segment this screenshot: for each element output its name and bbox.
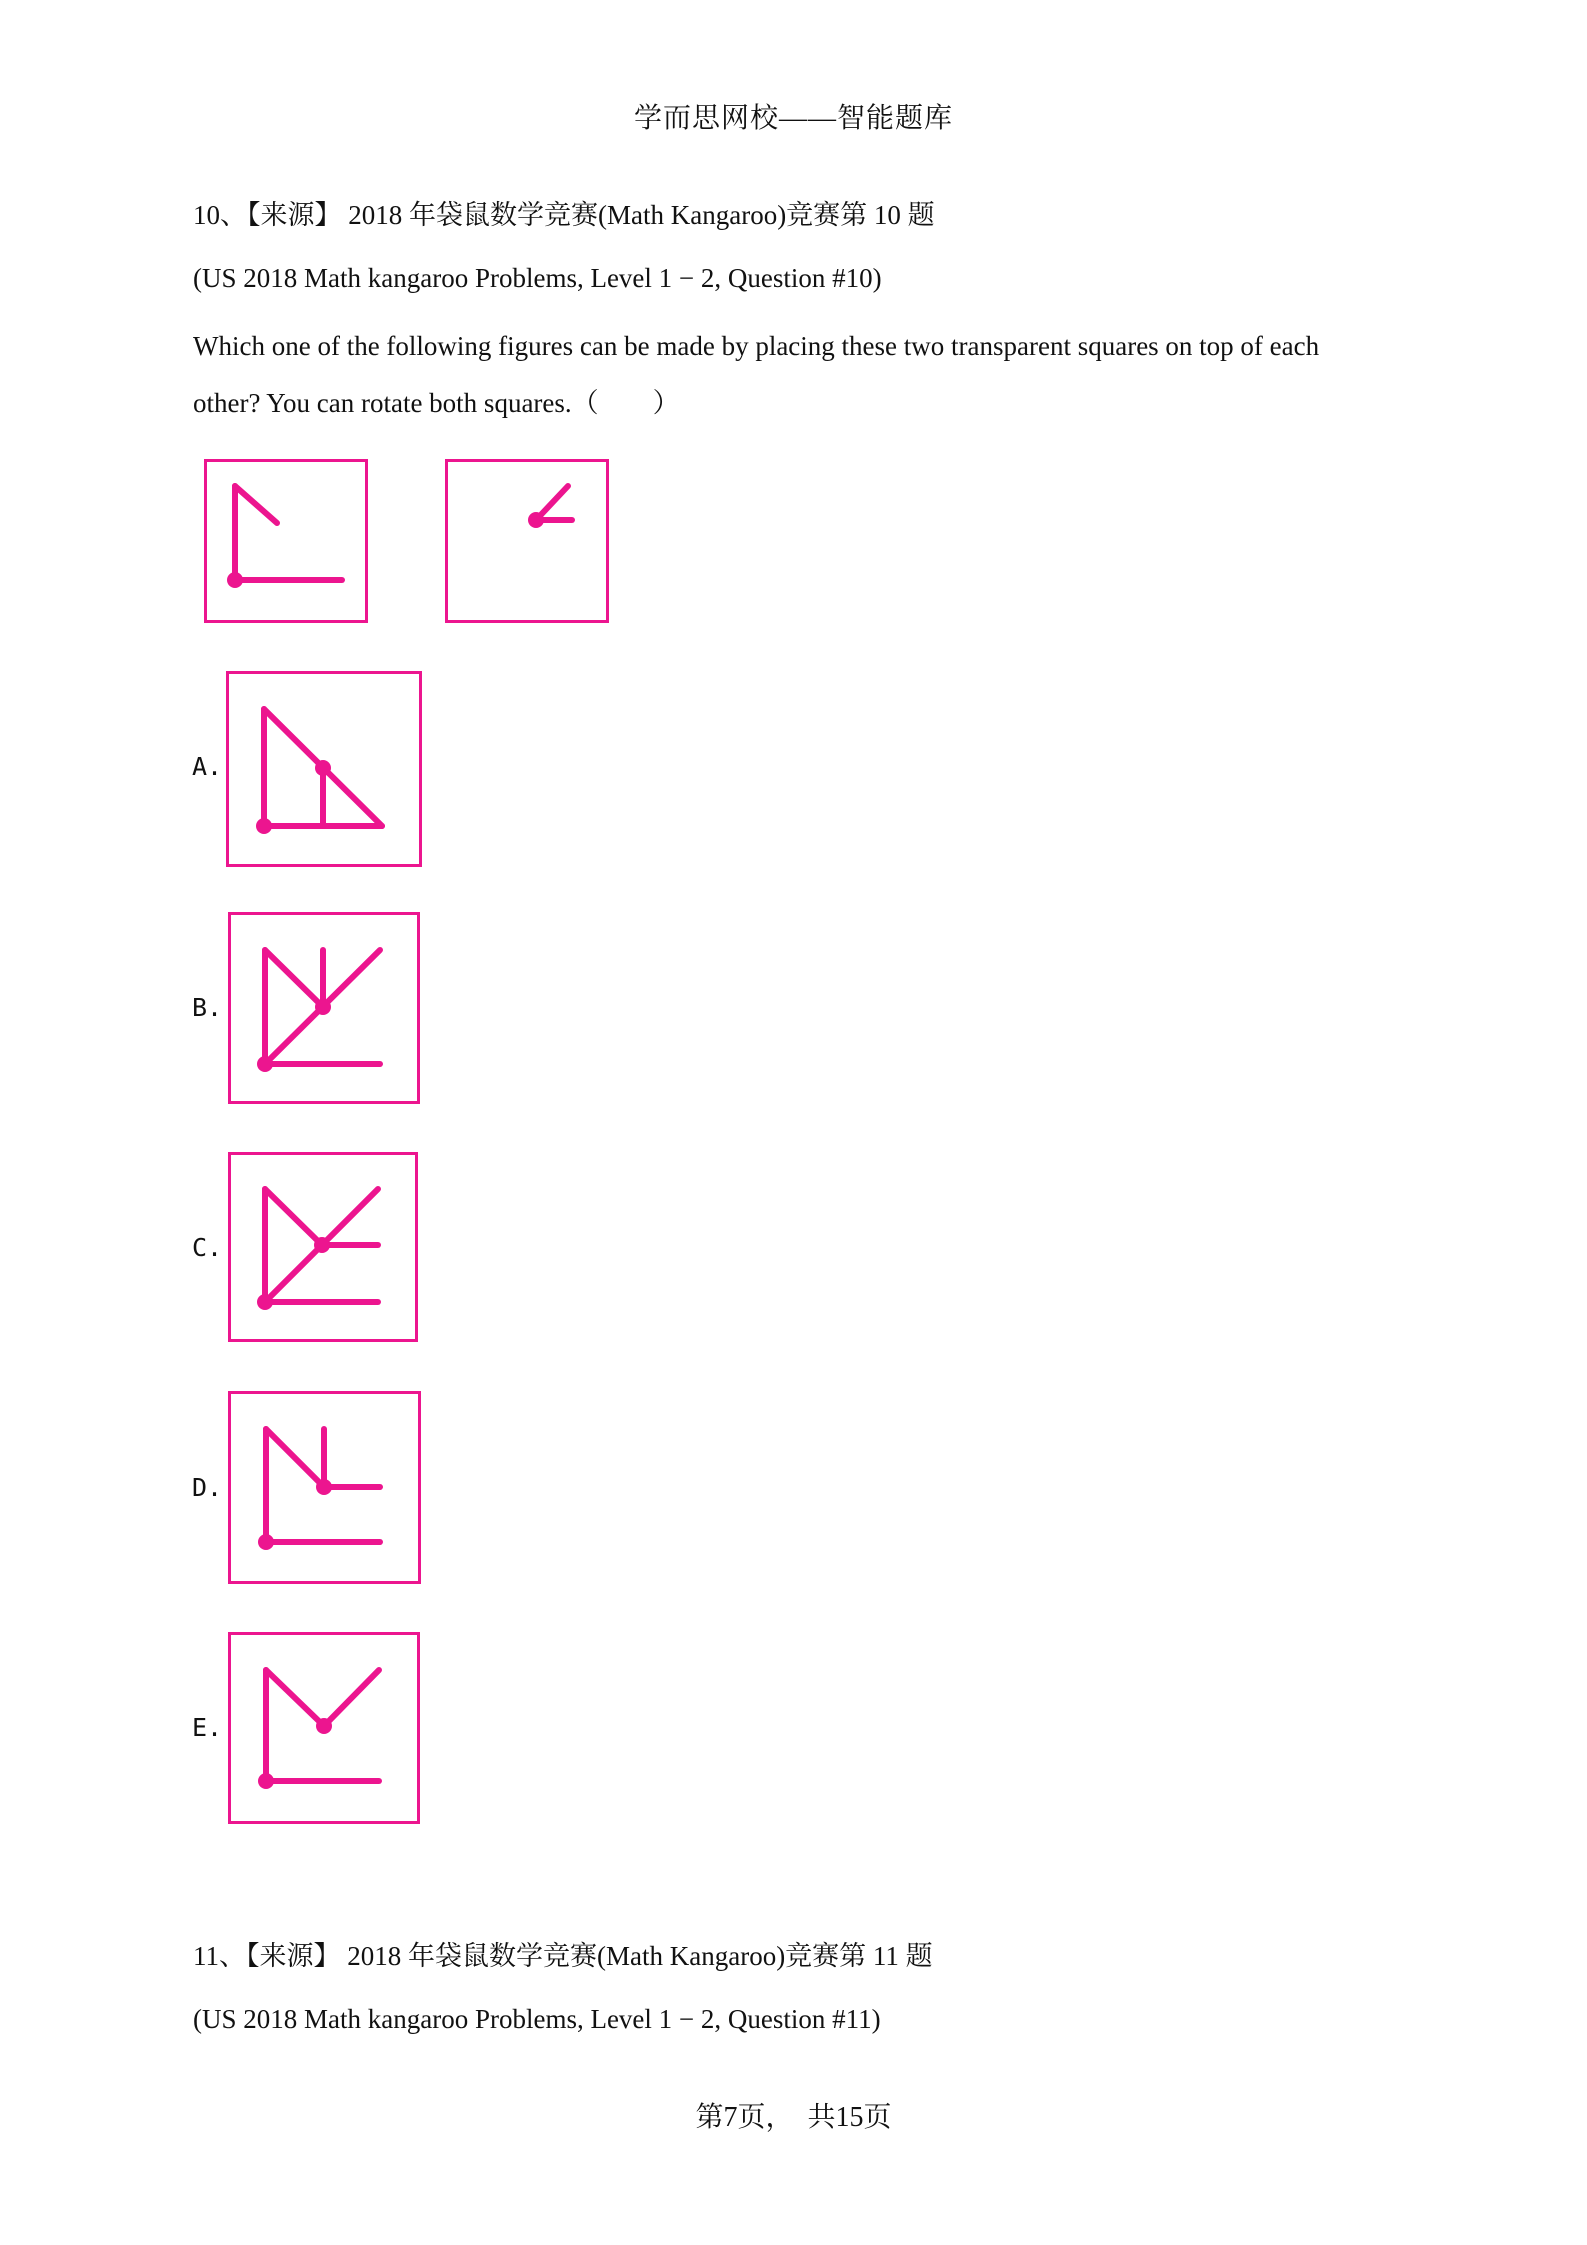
question-10-text-line1: Which one of the following figures can be made by placing these two transparent squares on top of each: [193, 331, 1320, 361]
option-b-figure[interactable]: [228, 912, 420, 1104]
option-e-figure[interactable]: [228, 1632, 420, 1824]
question-10-reference: (US 2018 Math kangaroo Problems, Level 1 − 2, Question #10): [193, 263, 882, 293]
question-10-heading: 10、【来源】 2018 年袋鼠数学竞赛(Math Kangaroo)竞赛第 10 题: [193, 200, 935, 230]
option-b-label: B.: [192, 993, 223, 1022]
option-d-figure[interactable]: [228, 1391, 421, 1584]
given-square-1: [204, 459, 368, 623]
option-a-figure[interactable]: [226, 671, 422, 867]
option-c-label: C.: [192, 1233, 223, 1262]
option-d-label: D.: [192, 1473, 223, 1502]
question-11-reference: (US 2018 Math kangaroo Problems, Level 1 − 2, Question #11): [193, 2004, 881, 2034]
question-11-heading: 11、【来源】 2018 年袋鼠数学竞赛(Math Kangaroo)竞赛第 11 题: [193, 1941, 933, 1971]
page-footer: 第7页， 共15页: [695, 2102, 892, 2133]
given-square-2: [445, 459, 609, 623]
option-c-figure[interactable]: [228, 1152, 418, 1342]
option-e-label: E.: [192, 1713, 223, 1742]
option-a-label: A.: [192, 752, 223, 781]
page-header: 学而思网校——智能题库: [633, 103, 953, 134]
question-10-text-line2: other? You can rotate both squares.（ ）: [193, 388, 680, 418]
